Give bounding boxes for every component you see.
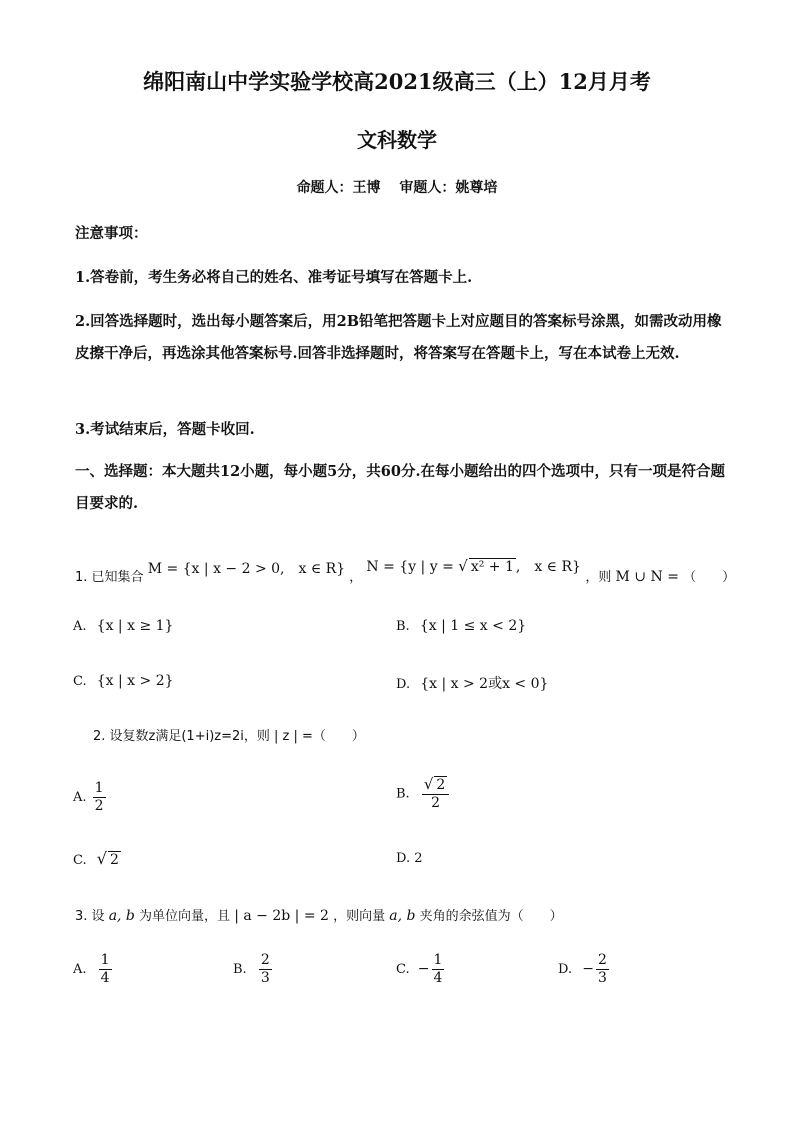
q1-set-n-root: x² + 1	[470, 559, 514, 575]
q1-option-c[interactable]	[73, 673, 174, 689]
q1-set-n-post: , x ∈ R}	[515, 559, 581, 575]
notice-item-1: 1.答卷前，考生务必将自己的姓名、准考证号填写在答题卡上.	[75, 269, 473, 286]
fraction-denominator: 3	[260, 970, 270, 986]
q2-option-a-label: A.	[73, 790, 87, 805]
q1-comma: ，	[349, 570, 363, 585]
q1-option-c-label: C.	[73, 674, 87, 689]
fraction-numerator: √ 2	[422, 776, 449, 795]
q3-vectors-2: a, b	[389, 908, 416, 924]
fraction-numerator: 1	[433, 952, 443, 968]
exam-title: 绵阳南山中学实验学校高2021级高三（上）12月月考	[143, 69, 651, 94]
q3-mid: 为单位向量，且	[139, 909, 231, 924]
fraction-numerator: 1	[94, 780, 104, 796]
q3-option-a[interactable]	[73, 952, 114, 987]
q3-option-b[interactable]	[233, 952, 274, 987]
q1-option-d-text: {x | x > 2或x < 0}	[420, 676, 549, 692]
minus-sign: −	[417, 961, 430, 977]
fraction-denominator: 3	[597, 970, 607, 986]
q2-option-c[interactable]	[73, 849, 121, 868]
q3-prefix: 3. 设	[75, 909, 105, 924]
question-1-stem	[75, 557, 736, 586]
fraction-denominator: 4	[100, 970, 110, 986]
q3-condition: | a − 2b | = 2	[234, 908, 329, 924]
q1-prefix: 1. 已知集合	[75, 570, 144, 585]
q1-option-b-text: {x | 1 ≤ x < 2}	[419, 618, 527, 634]
q3-vectors: a, b	[108, 908, 135, 924]
fraction-denominator: 2	[94, 798, 104, 814]
q2-option-c-math: √ 2	[96, 849, 119, 868]
q2-option-a-fraction	[93, 780, 106, 815]
fraction-denominator: 2	[431, 795, 441, 811]
fraction-numerator: 1	[100, 952, 110, 968]
minus-sign: −	[582, 961, 594, 977]
q3-option-d-label: D.	[558, 962, 573, 977]
q1-option-a[interactable]	[73, 618, 173, 634]
q1-tail: ，则	[585, 570, 612, 585]
q2-option-a[interactable]	[73, 780, 108, 815]
q3-tail: 夹角的余弦值为（ ）	[419, 909, 563, 924]
section-heading: 一、选择题：本大题共12小题，每小题5分，共60分.在每小题给出的四个选项中，只有一项是符合题目要求的.	[75, 463, 725, 512]
q3-option-d-fraction	[596, 952, 609, 987]
q3-option-c[interactable]	[396, 952, 446, 987]
notice-heading: 注意事项：	[75, 225, 148, 242]
q1-set-m: M = {x | x − 2 > 0, x ∈ R}	[147, 561, 346, 577]
q1-option-b-label: B.	[396, 619, 410, 634]
q3-option-c-fraction	[432, 952, 445, 987]
sqrt-radicand: 2	[109, 852, 119, 868]
fraction-denominator: 4	[433, 970, 443, 986]
q1-option-b[interactable]	[396, 618, 526, 634]
q1-option-a-text: {x | x ≥ 1}	[96, 618, 174, 634]
question-2-stem: 2. 设复数z满足(1+i)z=2i，则 | z | =（ ）	[93, 729, 365, 744]
q3-option-a-fraction	[99, 952, 112, 987]
q3-option-c-label: C.	[396, 962, 410, 977]
question-3-stem	[75, 905, 563, 924]
q1-option-c-text: {x | x > 2}	[96, 673, 174, 689]
q2-option-c-label: C.	[73, 853, 87, 868]
q2-option-b-label: B.	[396, 786, 410, 802]
q1-expr: M ∪ N =	[615, 569, 679, 585]
sqrt-radicand: 2	[436, 777, 446, 793]
exam-authors: 命题人：王博 审题人：姚尊培	[296, 180, 498, 196]
fraction-numerator: 2	[260, 952, 270, 968]
exam-subject: 文科数学	[357, 128, 437, 152]
q3-option-b-fraction	[259, 952, 272, 987]
q2-option-b-fraction	[422, 776, 449, 812]
q1-option-d-label: D.	[396, 677, 411, 692]
q3-option-d[interactable]	[558, 952, 611, 987]
q2-option-b[interactable]	[396, 776, 451, 812]
q2-option-d[interactable]: D. 2	[396, 851, 423, 866]
q3-option-a-label: A.	[73, 962, 87, 977]
q1-paren: （ ）	[683, 570, 736, 585]
q1-set-n-pre: N = {y | y =	[366, 559, 459, 575]
q3-option-b-label: B.	[233, 962, 247, 977]
q1-set-n: N = {y | y = √ x² + 1 , x ∈ R}	[366, 557, 581, 575]
fraction-numerator: 2	[597, 952, 607, 968]
q1-option-a-label: A.	[73, 619, 87, 634]
notice-item-3: 3.考试结束后，答题卡收回.	[75, 421, 255, 438]
q1-option-d[interactable]	[396, 673, 548, 693]
q3-mid2: ，则向量	[333, 909, 386, 924]
notice-item-2: 2.回答选择题时，选出每小题答案后，用2B铅笔把答题卡上对应题目的答案标号涂黑，如需改动用橡皮擦干净后，再选涂其他答案标号.回答非选择题时，将答案写在答题卡上，写在本试卷上无效.	[75, 313, 722, 362]
